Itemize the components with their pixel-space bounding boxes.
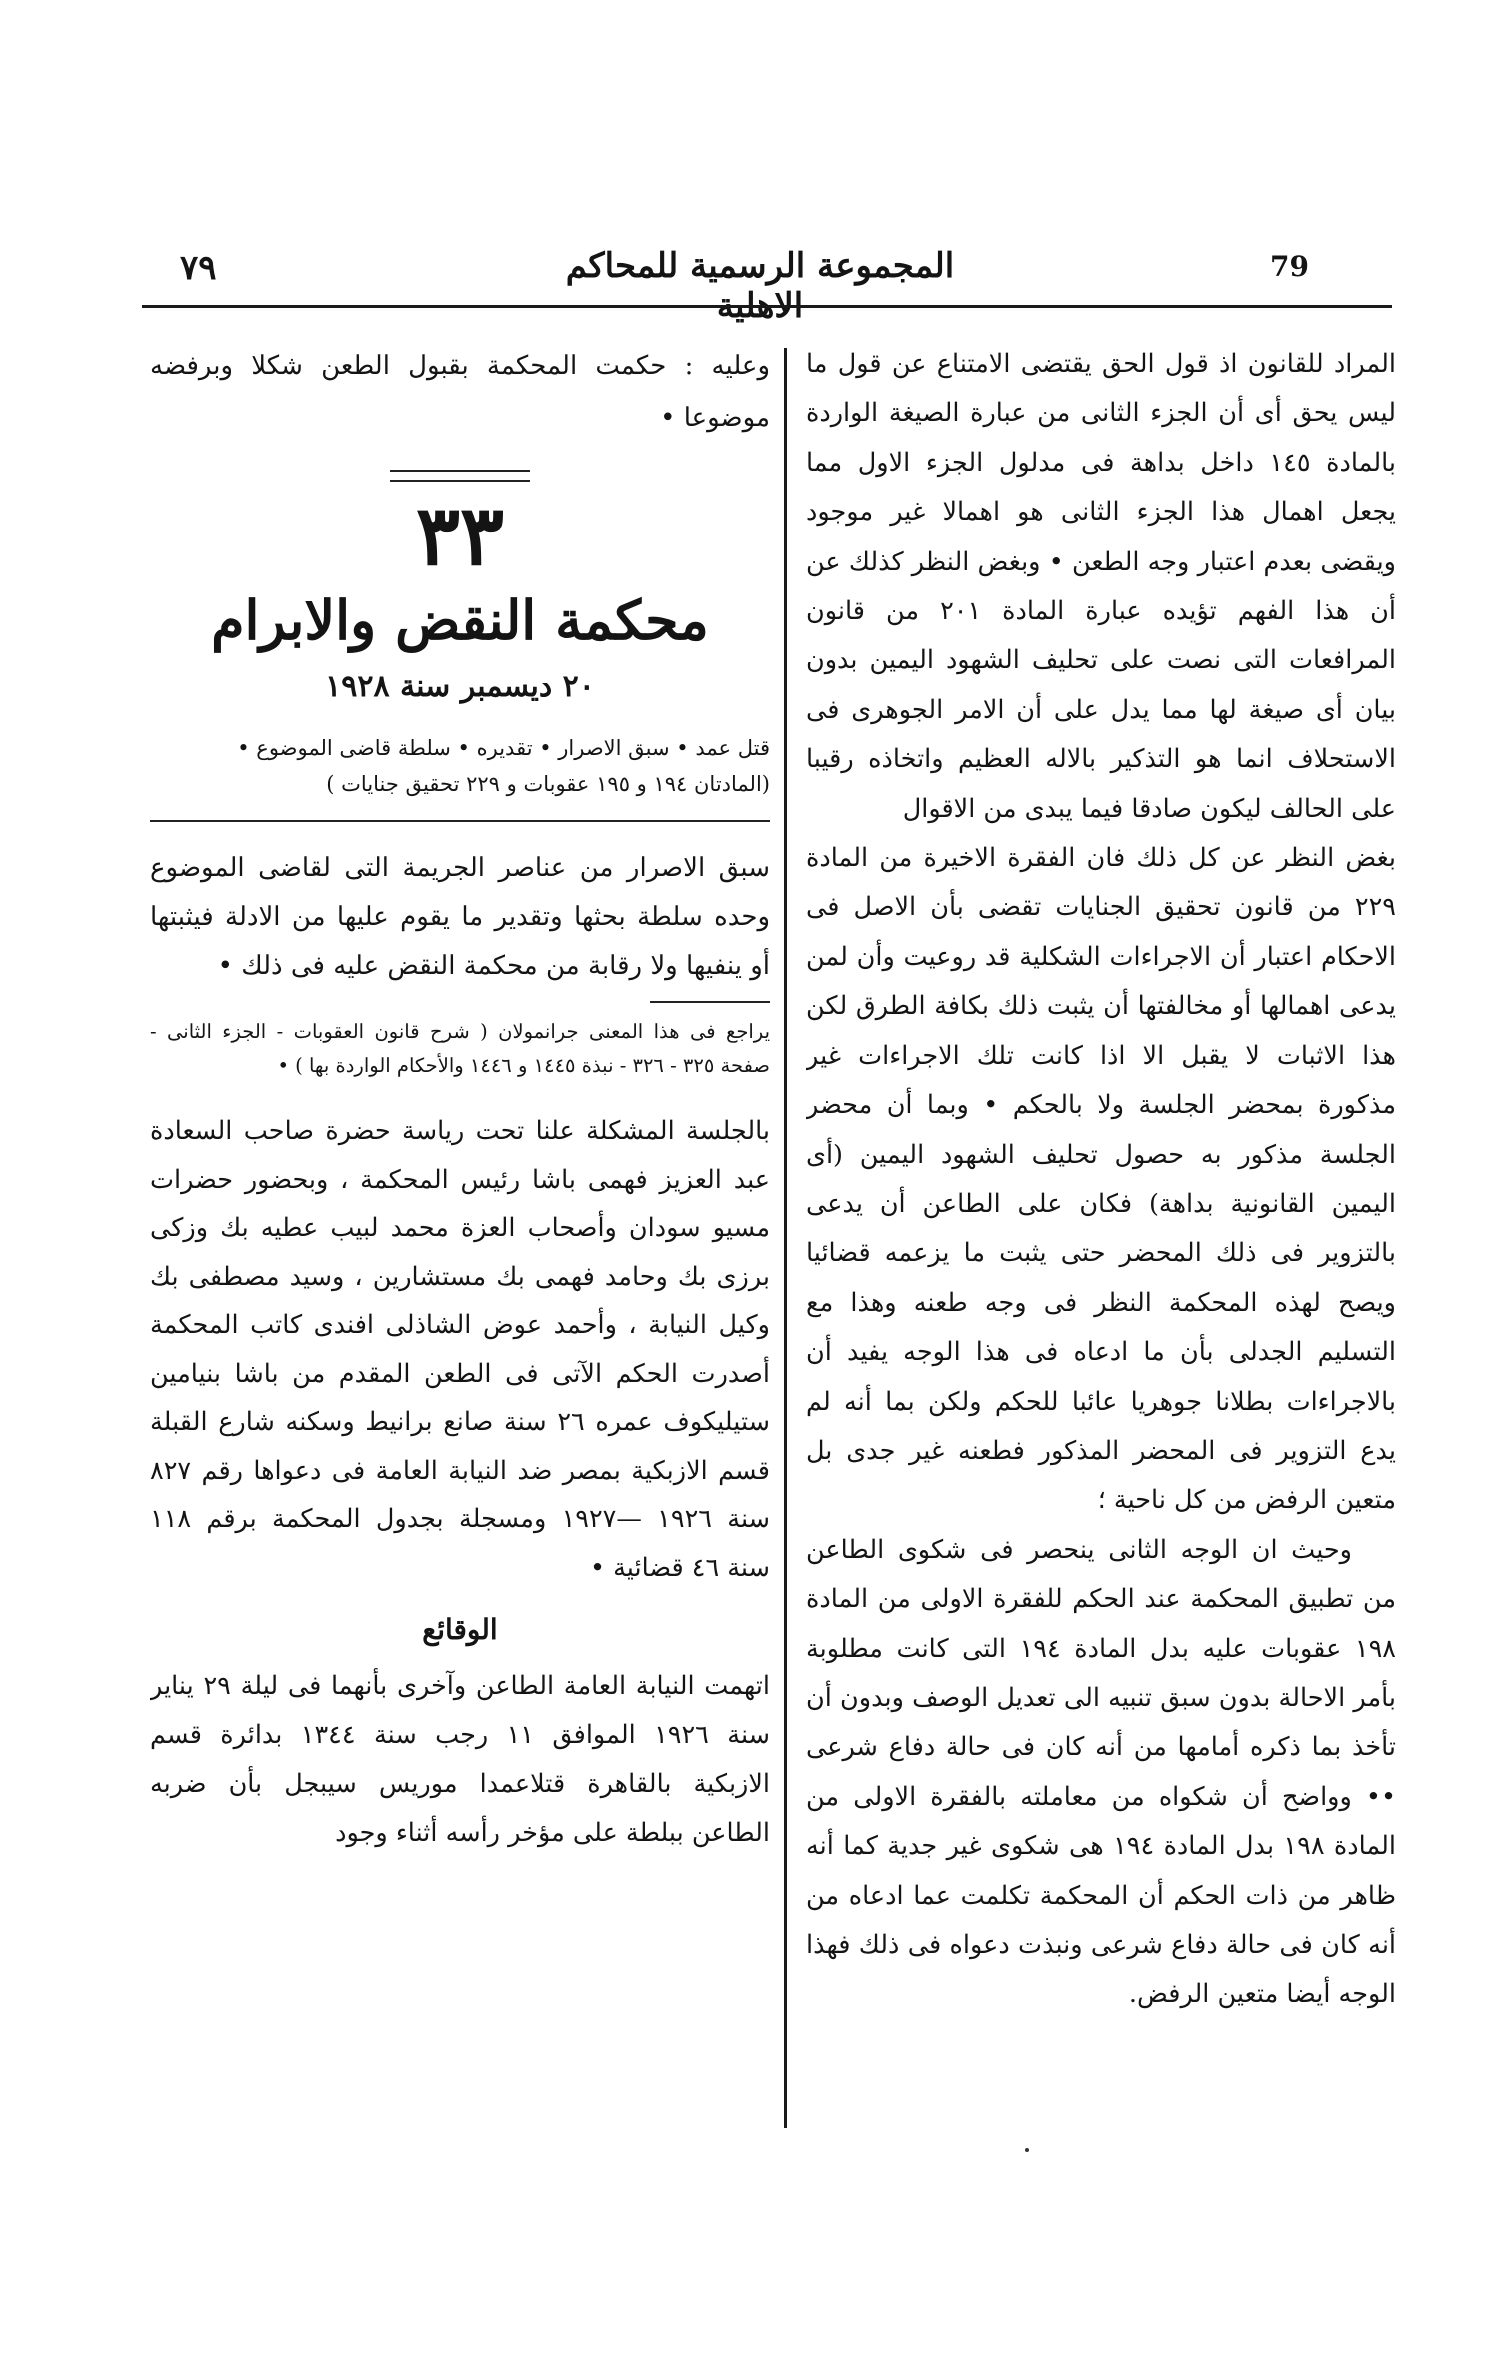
stray-dot [1025, 2148, 1029, 2152]
court-name: محكمة النقض والابرام [211, 588, 709, 652]
right-paragraph-3: وحيث ان الوجه الثانى ينحصر فى شكوى الطاعن من تطبيق المحكمة عند الحكم للفقرة الاولى من المادة ١٩٨ عقوبات عليه بدل المادة ١٩٤ التى كانت مطلوبة بأمر الاحالة بدون سبق تنبيه الى تعديل الوصف وبدون أن تأخذ بما ذكره أمامها من أنه كان فى حالة دفاع شرعى •• وواضح أن شكواه من معاملته بالفقرة الاولى من المادة ١٩٨ بدل المادة ١٩٤ هى شكوى غير جدية كما أنه ظاهر من ذات الحكم أن المحكمة تكلمت عما ادعاه من أنه كان فى حالة دفاع شرعى ونبذت دعواه فى ذلك فهذا الوجه أيضا متعين الرفض. [806, 1534, 1396, 2010]
footnote: يراجع فى هذا المعنى جرانمولان ( شرح قانون العقوبات - الجزء الثانى - صفحة ٣٢٥ - ٣٢٦ - نبذة ١٤٤٥ و ١٤٤٦ والأحكام الواردة بها ) • [150, 1020, 770, 1077]
decision-date: ٢٠ ديسمبر سنة ١٩٢٨ [325, 669, 595, 704]
facts-paragraph: اتهمت النيابة العامة الطاعن وآخرى بأنهما فى ليلة ٢٩ يناير سنة ١٩٢٦ الموافق ١١ رجب سنة ١٣٤٤ بدائرة قسم الازبكية بالقاهرة قتلاعمدا موريس سيبجل بأن ضربه الطاعن ببلطة على مؤخر رأسه أثناء وجود [150, 1671, 770, 1848]
column-divider [784, 348, 787, 2128]
double-rule-top [390, 470, 530, 472]
case-number: ٣٣ [415, 488, 505, 584]
right-column [806, 340, 1396, 2100]
right-paragraph-1: المراد للقانون اذ قول الحق يقتضى الامتناع عن قول ما ليس يحق أى أن الجزء الثانى من عبارة الصيغة الواردة بالمادة ١٤٥ داخل بداهة فى مدلول الجزء الاول مما يجعل اهمال هذا الجزء الثانى هو اهمالا غير موجود ويقضى بعدم اعتبار وجه الطعن • وبغض النظر كذلك عن أن هذا الفهم تؤيده عبارة المادة ٢٠١ من قانون المرافعات التى نصت على تحليف الشهود اليمين بدون بيان أى صيغة لها مما يدل على أن الامر الجوهرى فى الاستحلاف انما هو التذكير بالاله العظيم واتخاذه رقيبا على الحالف ليكون صادقا فيما يبدى من الاقوال [806, 349, 1396, 824]
legal-principle: سبق الاصرار من عناصر الجريمة التى لقاضى الموضوع وحده سلطة بحثها وتقدير ما يقوم عليها من الادلة فيثبتها أو ينفيها ولا رقابة من محكمة النقض عليه فى ذلك • [150, 853, 770, 981]
left-column [150, 340, 770, 2120]
right-paragraph-2: بغض النظر عن كل ذلك فان الفقرة الاخيرة من المادة ٢٢٩ من قانون تحقيق الجنايات تقضى بأن الاصل فى الاحكام اعتبار أن الاجراءات الشكلية قد روعيت وأن لمن يدعى اهمالها أو مخالفتها أن يثبت ذلك بكافة الطرق لكن هذا الاثبات لا يقبل الا اذا كانت تلك الاجراءات غير مذكورة بمحضر الجلسة ولا بالحكم • وبما أن محضر الجلسة مذكور به حصول تحليف الشهود اليمين (أى اليمين القانونية بداهة) فكان على الطاعن أن يدعى بالتزوير فى ذلك المحضر حتى يثبت ما يزعمه قضائيا ويصح لهذه المحكمة النظر فى وجه طعنه وهذا مع التسليم الجدلى بأن ما ادعاه فى هذا الوجه يفيد أن بالاجراءات بطلانا جوهريا عائبا للحكم ولكن بما أنه لم يدع التزوير فى المحضر المذكور فطعنه غير جدى بل متعين الرفض من كل ناحية ؛ [806, 843, 1396, 1516]
keywords-line-2: (المادتان ١٩٤ و ١٩٥ عقوبات و ٢٢٩ تحقيق جنايات ) [326, 772, 770, 796]
double-rule-bottom [390, 480, 530, 482]
header-rule [142, 305, 1392, 308]
session-paragraph: بالجلسة المشكلة علنا تحت رياسة حضرة صاحب السعادة عبد العزيز فهمى باشا رئيس المحكمة ، وبحضور حضرات مسيو سودان وأصحاب العزة محمد لبيب عطيه بك وزكى برزى بك وحامد فهمى بك مستشارين ، وسيد مصطفى بك وكيل النيابة ، وأحمد عوض الشاذلى افندى كاتب المحكمة أصدرت الحكم الآتى فى الطعن المقدم من باشا بنيامين ستيليكوف عمره ٢٦ سنة صانع برانيط وسكنه شارع القبلة قسم الازبكية بمصر ضد النيابة العامة فى دعواها رقم ٨٢٧ سنة ١٩٢٦ —١٩٢٧ ومسجلة بجدول المحكمة برقم ١١٨ سنة ٤٦ قضائية • [150, 1116, 770, 1583]
footnote-rule [650, 1001, 770, 1003]
judgment-conclusion: وعليه : حكمت المحكمة بقبول الطعن شكلا وبرفضه موضوعا • [150, 351, 770, 433]
page-number-arabic: ٧٩ [180, 248, 217, 288]
facts-heading: الوقائع [422, 1613, 498, 1646]
keywords-line-1: قتل عمد • سبق الاصرار • تقديره • سلطة قاضى الموضوع • [237, 736, 770, 760]
running-title: المجموعة الرسمية للمحاكم الاهلية [565, 246, 955, 326]
keyword-rule [150, 820, 770, 822]
page-number-latin: 79 [1270, 250, 1309, 283]
